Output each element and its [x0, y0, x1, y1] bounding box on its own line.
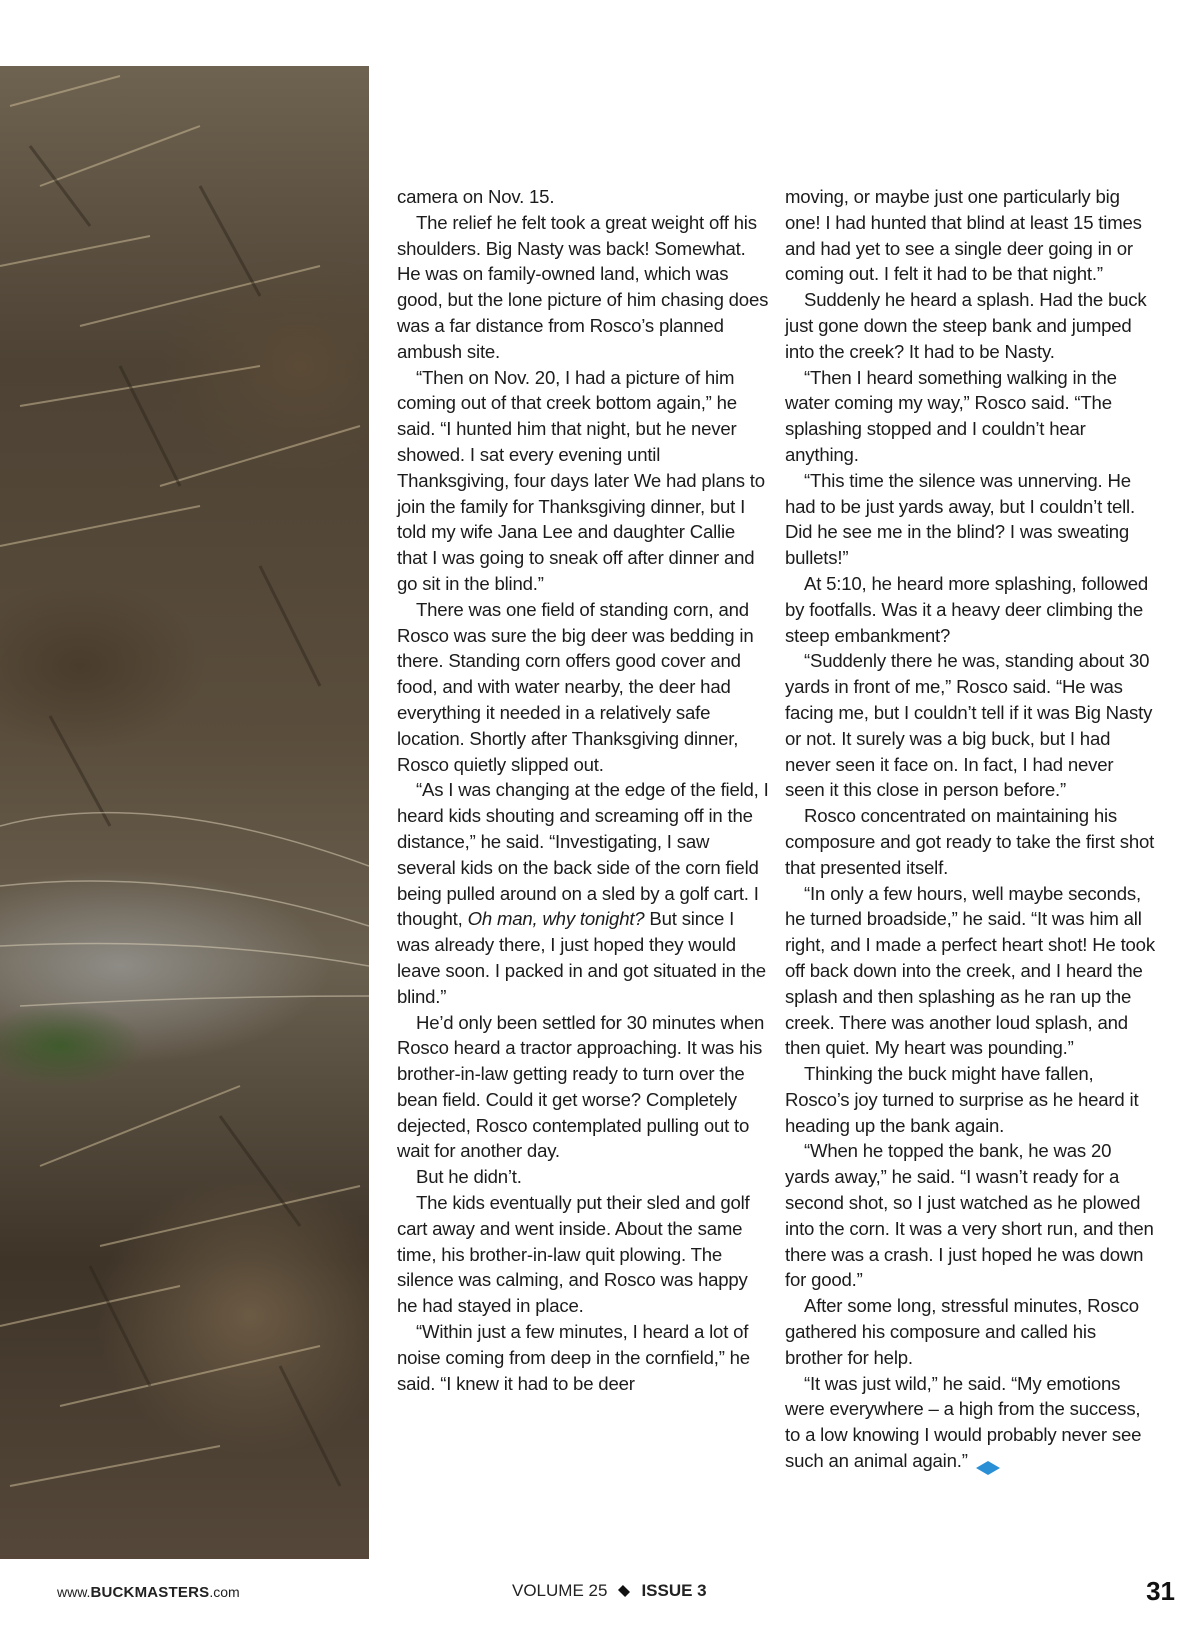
paragraph: “When he topped the bank, he was 20 yards away,” he said. “I wasn’t ready for a second shot, so I just watched as he plowed into the corn. It was a very short run, and then there was a crash. I just hoped he was down for good.”: [785, 1140, 1154, 1291]
article-column-1: [397, 184, 769, 1396]
italic-thought: Oh man, why tonight?: [467, 908, 645, 930]
paragraph: “In only a few hours, well maybe seconds, he turned broadside,” he said. “It was him all right, and I made a perfect heart shot! He took off back down into the creek, and I heard the splash and then splashing as he ran up the creek. There was another loud splash, and then quiet. My heart was pounding.”: [785, 882, 1155, 1059]
paragraph: After some long, stressful minutes, Rosco gathered his composure and called his brother for help.: [785, 1295, 1139, 1368]
paragraph-text: But since I was already there, I just hoped they would leave soon. I packed in and got situated in the blind.”: [397, 908, 766, 1007]
site-suffix: .com: [209, 1584, 240, 1600]
paragraph: Rosco concentrated on maintaining his composure and got ready to take the first shot that presented itself.: [785, 805, 1155, 878]
paragraph: At 5:10, he heard more splashing, followed by footfalls. Was it a heavy deer climbing the steep embankment?: [785, 572, 1149, 646]
paragraph: The relief he felt took a great weight off his shoulders. Big Nasty was back! Somewhat. He was on family-owned land, which was good, but the lone picture of him chasing does was a far distance from Rosco’s planned ambush site.: [397, 211, 769, 362]
article-column-2: [785, 184, 1157, 1474]
paragraph: “Then on Nov. 20, I had a picture of him coming out of that creek bottom again,” he said. “I hunted him that night, but he never showed. I sat every evening until Thanksgiving, four days later We had plans to join the family for Thanksgiving dinner, but I told my wife Jana Lee and daughter Callie that I was going to sneak off after dinner and go sit in the blind.”: [397, 366, 765, 594]
paragraph: He’d only been settled for 30 minutes when Rosco heard a tractor approaching. It was his brother-in-law getting ready to turn over the bean field. Could it get worse? Completely dejected, Rosco contemplated pulling out to wait for another day.: [397, 1011, 765, 1162]
paragraph: “Then I heard something walking in the water coming my way,” Rosco said. “The splashing stopped and I couldn’t hear anything.: [785, 366, 1117, 465]
paragraph: moving, or maybe just one particularly big one! I had hunted that blind at least 15 times and had yet to see a single deer going in or coming out. I felt it had to be that night.”: [785, 186, 1142, 285]
site-brand: BUCKMASTERS: [90, 1584, 210, 1601]
paragraph: [785, 1371, 1157, 1474]
paragraph: [397, 777, 769, 1009]
paragraph: Suddenly he heard a splash. Had the buck just gone down the steep bank and jumped into the creek? It had to be Nasty.: [785, 289, 1147, 362]
paragraph: Thinking the buck might have fallen, Rosco’s joy turned to surprise as he heard it heading up the bank again.: [785, 1063, 1139, 1136]
diamond-separator-icon: [618, 1585, 630, 1597]
paragraph: There was one field of standing corn, and Rosco was sure the big deer was bedding in there. Standing corn offers good cover and food, and with water nearby, the deer had everything it needed in a relatively safe location. Shortly after Thanksgiving dinner, Rosco quietly slipped out.: [397, 598, 754, 775]
issue-label: ISSUE 3: [641, 1581, 707, 1600]
paragraph: “This time the silence was unnerving. He had to be just yards away, but I couldn’t tell. Did he see me in the blind? I was sweating bullets!”: [785, 469, 1135, 569]
paragraph: camera on Nov. 15.: [397, 186, 555, 207]
paragraph-text: “It was just wild,” he said. “My emotions were everywhere – a high from the success, to a low knowing I would probably never see such an animal again.”: [785, 1372, 1142, 1472]
paragraph-text: “As I was changing at the edge of the field, I heard kids shouting and screaming off in the distance,” he said. “Investigating, I saw several kids on the back side of the corn field being pulled around on a sled by a golf cart. I thought,: [397, 779, 769, 930]
paragraph: “Suddenly there he was, standing about 30 yards in front of me,” Rosco said. “He was facing me, but I couldn’t tell if it was Big Nasty or not. It surely was a big buck, but I had never seen it face on. In fact, I had never seen it this close in person before.”: [785, 650, 1153, 801]
website-url: [57, 1584, 240, 1601]
paragraph: “Within just a few minutes, I heard a lot of noise coming from deep in the cornfield,” he said. “I knew it had to be deer: [397, 1321, 750, 1394]
volume-label: VOLUME 25: [512, 1581, 608, 1600]
site-prefix: www.: [57, 1584, 91, 1600]
paragraph: But he didn’t.: [416, 1166, 522, 1188]
volume-issue: [512, 1581, 707, 1601]
end-diamond-icon: [976, 1461, 1000, 1468]
paragraph: The kids eventually put their sled and golf cart away and went inside. About the same time, his brother-in-law quit plowing. The silence was calming, and Rosco was happy he had stayed in place.: [397, 1192, 750, 1317]
page-number: 31: [1146, 1576, 1175, 1606]
grass-texture: [0, 66, 369, 1559]
deer-photo: [0, 66, 369, 1559]
page-footer: [0, 1576, 1200, 1610]
